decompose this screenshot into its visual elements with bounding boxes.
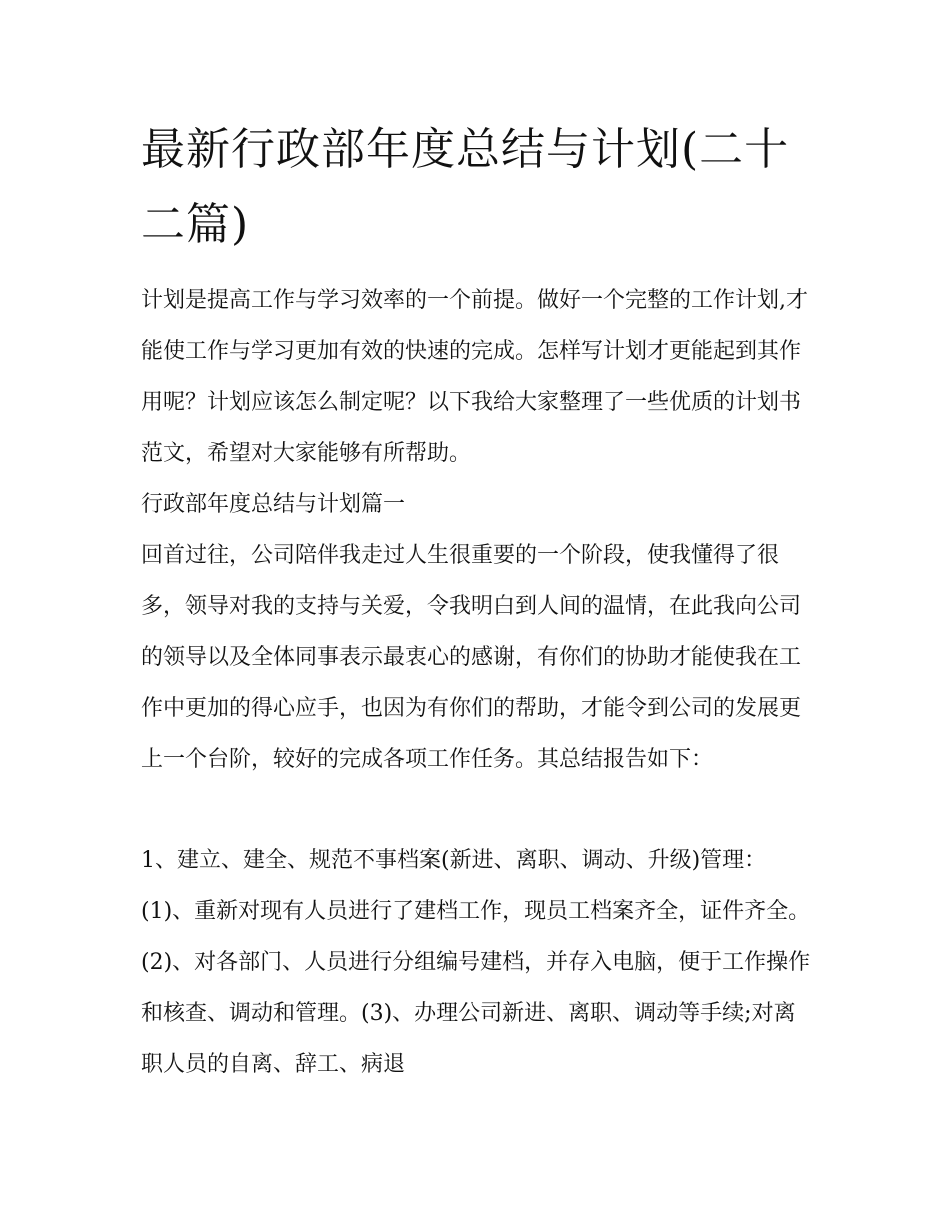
summary-paragraph: 回首过往，公司陪伴我走过人生很重要的一个阶段，使我懂得了很多，领导对我的支持与关爱，令我明白到人间的温情，在此我向公司的领导以及全体同事表示最衷心的感谢，有你们的协助才能使我在工作中更加的得心应手，也因为有你们的帮助，才能令到公司的发展更上一个台阶，较好的完成各项工作任务。其总结报告如下： <box>141 543 802 772</box>
item-1-paragraph: 1、建立、建全、规范不事档案(新进、离职、调动、升级)管理：(1)、重新对现有人员进行了建档工作，现员工档案齐全，证件齐全。(2)、对各部门、人员进行分组编号建档，并存入电脑，便于工作操作和核查、调动和管理。(3)、办理公司新进、离职、调动等手续;对离职人员的自离、辞工、病退 <box>141 848 811 1077</box>
intro-paragraph: 计划是提高工作与学习效率的一个前提。做好一个完整的工作计划,才能使工作与学习更加有效的快速的完成。怎样写计划才更能起到其作用呢？计划应该怎么制定呢？以下我给大家整理了一些优质的计划书范文，希望对大家能够有所帮助。 <box>141 288 808 466</box>
document-title: 最新行政部年度总结与计划(二十二篇) <box>141 124 790 250</box>
section-heading: 行政部年度总结与计划篇一 <box>141 492 406 517</box>
